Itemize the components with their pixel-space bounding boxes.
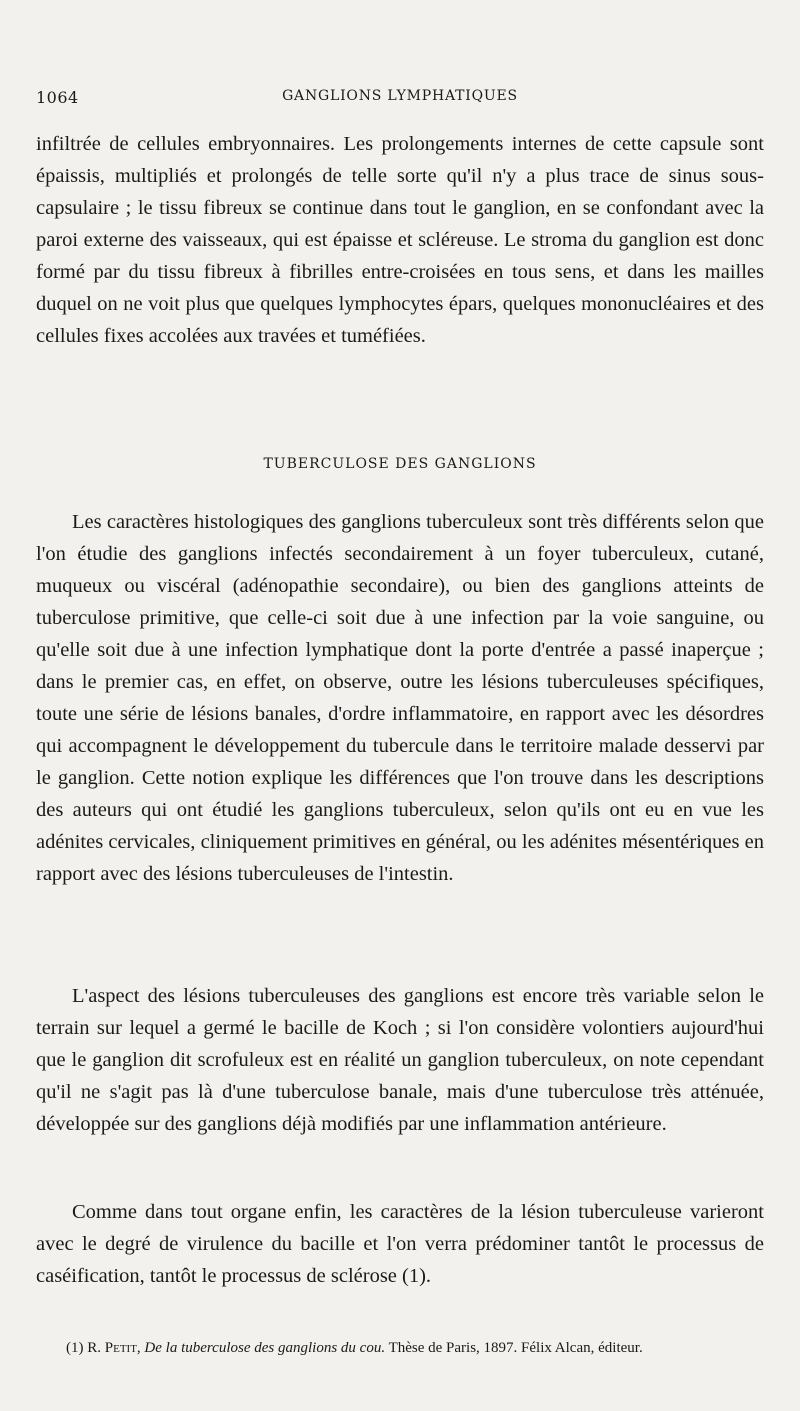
footnote <box>36 1338 764 1358</box>
paragraph-histology: Les caractères histologiques des ganglions tuberculeux sont très différents selon que l'on étudie des ganglions infectés secondairement à un foyer tuberculeux, cutané, muqueux ou viscéral (adénopathie secondaire), ou bien des ganglions atteints de tuberculose primitive, que celle-ci soit due à une infection par la voie sanguine, ou qu'elle soit due à une infection lymphatique dont la porte d'entrée a passé inaperçue ; dans le premier cas, en effet, on observe, outre les lésions tuberculeuses spécifiques, toute une série de lésions banales, d'ordre inflammatoire, en rapport avec les désordres qui accompagnent le développement du tubercule dans le territoire malade desservi par le ganglion. Cette notion explique les différences que l'on trouve dans les descriptions des auteurs qui ont étudié les ganglions tuberculeux, selon qu'ils ont eu en vue les adénites cervicales, cliniquement primitives en général, ou les adénites mésentériques en rapport avec des lésions tuberculeuses de l'intestin. <box>36 511 764 885</box>
footnote-marker: (1) <box>66 1340 84 1356</box>
running-header <box>36 88 764 112</box>
footnote-publication: Thèse de Paris, 1897. Félix Alcan, éditeur. <box>388 1340 643 1356</box>
running-title: GANGLIONS LYMPHATIQUES <box>282 88 518 104</box>
paragraph-virulence: Comme dans tout organe enfin, les caractères de la lésion tuberculeuse varieront avec le degré de virulence du bacille et l'on verra prédominer tantôt le processus de caséification, tantôt le processus de sclérose (1). <box>36 1201 764 1287</box>
footnote-title: De la tuberculose des ganglions du cou. <box>144 1340 386 1356</box>
paragraph-aspect: L'aspect des lésions tuberculeuses des ganglions est encore très variable selon le terrain sur lequel a germé le bacille de Koch ; si l'on considère volontiers aujourd'hui que le ganglion dit scrofuleux est en réalité un ganglion tuberculeux, on note cependant qu'il ne s'agit pas là d'une tuberculose banale, mais d'une tuberculose très atténuée, développée sur des ganglions déjà modifiés par une inflammation antérieure. <box>36 985 764 1135</box>
section-heading: TUBERCULOSE DES GANGLIONS <box>263 456 537 472</box>
paragraph-continuation: infiltrée de cellules embryonnaires. Les prolongements internes de cette capsule sont épaissis, multipliés et prolongés de telle sorte qu'il n'y a plus trace de sinus sous-capsulaire ; le tissu fibreux se continue dans tout le ganglion, en se confondant avec la paroi externe des vaisseaux, qui est épaisse et scléreuse. Le stroma du ganglion est donc formé par du tissu fibreux à fibrilles entre-croisées en tous sens, et dans les mailles duquel on ne voit plus que quelques lymphocytes épars, quelques mononucléaires et des cellules fixes accolées aux travées et tuméfiées. <box>36 133 764 347</box>
page-number: 1064 <box>36 88 79 107</box>
footnote-author: R. Petit, <box>87 1340 141 1356</box>
